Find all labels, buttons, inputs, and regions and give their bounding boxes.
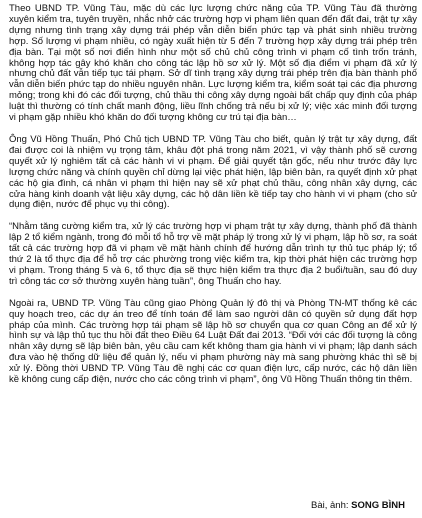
article-paragraph: “Nhằm tăng cường kiểm tra, xử lý các trường hợp vi phạm trật tự xây dựng, thành phố đã thành lập 2 tổ kiểm ngành, trong đó mỗi tổ hỗ trợ về mặt pháp lý trong xử lý vi phạm, lập hồ sơ, ra soát tất cả các trường hợp đã vi phạm về mặt hành chính để hướng dẫn trình tự thủ tục pháp lý; tổ thứ 2 là tổ thực địa để hỗ trợ các phường trong việc kiểm tra, kịp thời phát hiện các trường hợp vi phạm. Trong tháng 5 và 6, tổ thực địa sẽ thực hiện kiểm tra thực địa 2 buổi/tuần, sau đó duy trì công tác cơ sở thường xuyên hàng tuần”, ông Thuấn cho hay. [9, 221, 417, 287]
byline-prefix: Bài, ảnh: [311, 500, 352, 511]
article-paragraph: Ngoài ra, UBND TP. Vũng Tàu cũng giao Phòng Quản lý đô thị và Phòng TN-MT thống kê các quy hoạch treo, các dự án treo để tính toán để làm sao người dân có quyền sử dụng đất hợp pháp của mình. Các trường hợp tái phạm sẽ lập hồ sơ chuyển qua cơ quan Công an để xử lý hình sự và lập thủ tục thu hồi đất theo Điều 64 Luật Đất đai 2013. “Đối với các đối tượng là công nhân xây dựng sẽ lập biên bản, yêu cầu cam kết không tham gia hành vi vi phạm; lập danh sách đưa vào hệ thống dữ liệu để quản lý, nếu vi phạm phường này mà sang phường khác thì sẽ bị xử lý. Đồng thời UBND TP. Vũng Tàu đề nghị các cơ quan điện lực, cấp nước, các hộ dân liền kề không cung cấp điện, nước cho các công trình vi phạm”, ông Vũ Hồng Thuấn thông tin thêm. [9, 297, 417, 386]
article-paragraph: Ông Vũ Hồng Thuấn, Phó Chủ tịch UBND TP. Vũng Tàu cho biết, quản lý trật tự xây dựng, đất đai được coi là nhiệm vụ trọng tâm, khâu đột phá trong năm 2021, vì vậy thành phố sẽ cương quyết xử lý nghiêm tất cả các hành vi vi phạm. Để giải quyết tận gốc, nếu như trước đây lực lượng chức năng và chính quyền chỉ dừng lại việc phát hiện, lập biên bản, ra quyết định xử phạt các hộ gia đình, cá nhân vi phạm thì hiện nay sẽ xử phạt chủ thầu, công nhân xây dựng, các cửa hàng kinh doanh vật liệu xây dựng, các hộ dân liền kề tiếp tay cho hành vi vi phạm (cho sử dụng điện, nước để phục vụ thi công). [9, 133, 417, 211]
article-byline [311, 500, 405, 511]
byline-author: SONG BÌNH [351, 500, 405, 511]
article-paragraph: Theo UBND TP. Vũng Tàu, mặc dù các lực lượng chức năng của TP. Vũng Tàu đã thường xuyên kiểm tra, tuyên truyền, nhắc nhở các trường hợp vi phạm liên quan đến đất đai, trật tự xây dựng nhưng tình trạng xây dựng trái phép vẫn diễn biến phức tạp và phát sinh nhiều trường hợp. Số lượng vi phạm nhiều, có ngày xuất hiện từ 5 đến 7 trường hợp xây dựng trái phép trên địa bàn. Tại một số nơi điển hình như một số chủ chủ công trình vi phạm cố tình trốn tránh, không hợp tác gây khó khăn cho công tác lập hồ sơ xử lý. Một số địa điểm vi phạm đã xử lý nhưng chủ đất vẫn tiếp tục tái phạm. Sở dĩ tình trạng xây dựng trái phép trên địa bàn thành phố vẫn diễn biến phức tạp do nhiều nguyên nhân. Lực lượng kiểm tra, kiểm soát tại các địa phương mỏng; trong khi đó các đối tượng, chủ thầu thi công xây dựng ngoài bất chấp quy định của pháp luật thì thường có tính chất manh động, liều lĩnh chống trả nếu bị xử lý; việc xác minh đối tượng vi phạm gặp nhiều khó khăn do đối tượng không cư trú tại địa bàn… [9, 3, 417, 124]
